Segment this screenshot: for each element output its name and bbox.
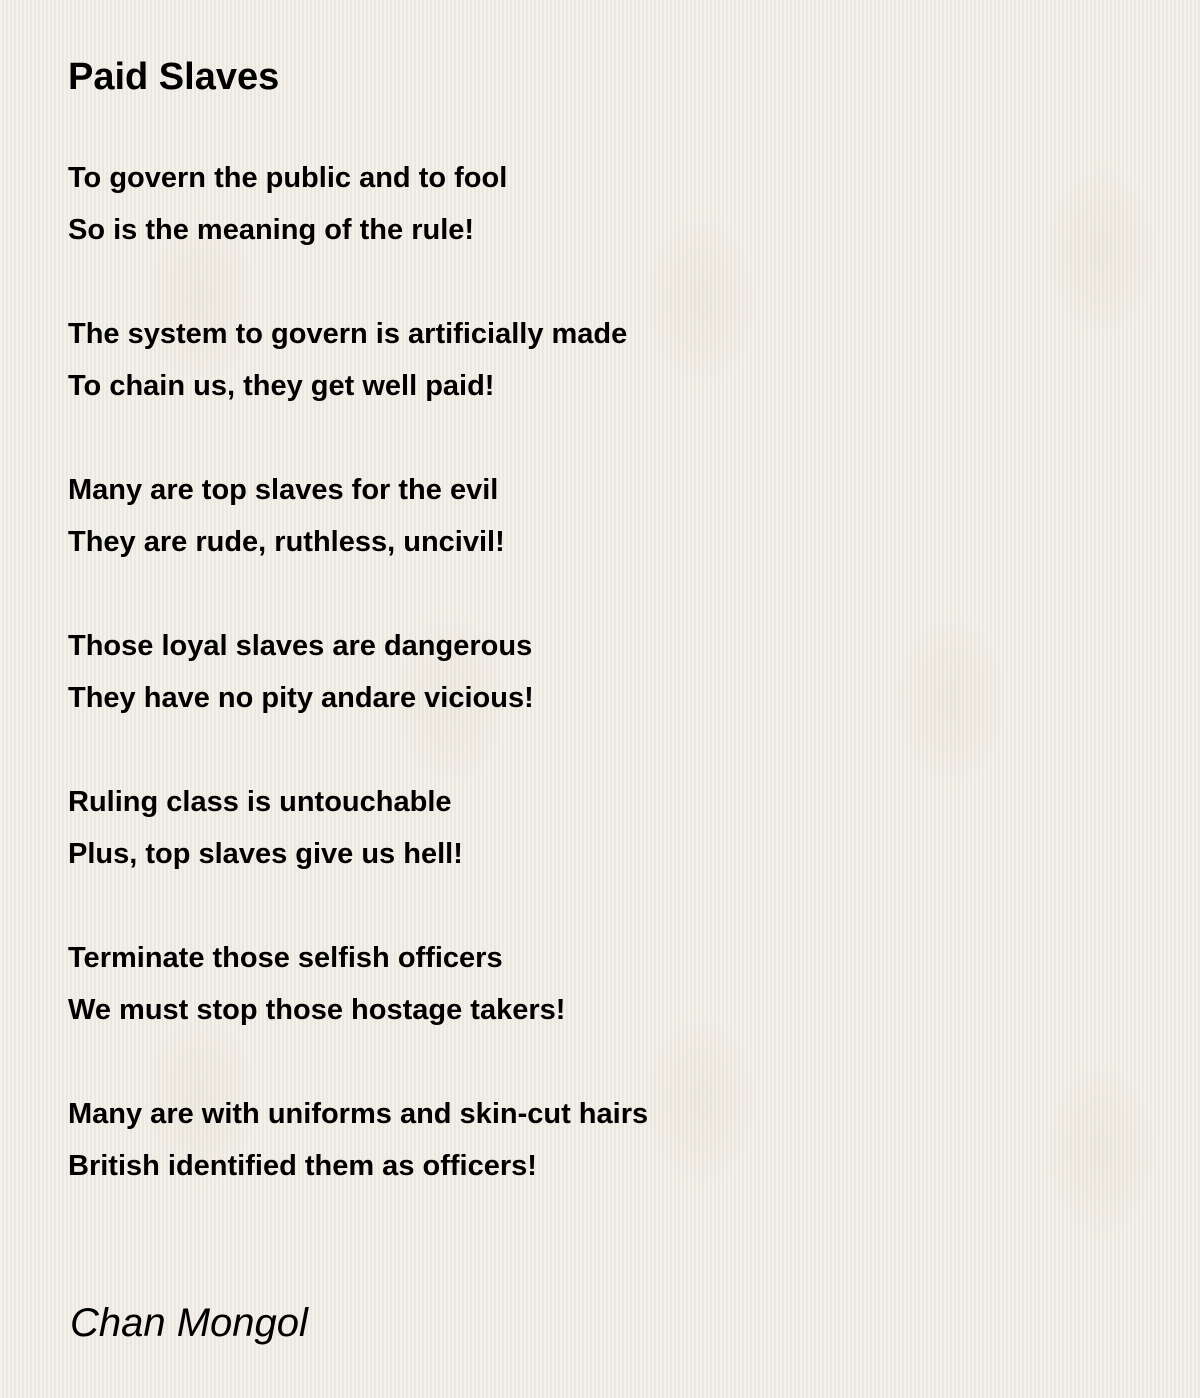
stanza (68, 1088, 648, 1192)
stanza (68, 776, 648, 880)
poem-body (68, 152, 648, 1244)
stanza (68, 152, 648, 256)
stanza (68, 464, 648, 568)
poem-line: Many are with uniforms and skin-cut hairs (68, 1098, 649, 1130)
poem-line: British identified them as officers! (68, 1150, 537, 1182)
stanza (68, 308, 648, 412)
poem-line: The system to govern is artificially made (68, 318, 628, 350)
poem-author: Chan Mongol (70, 1301, 308, 1345)
stanza (68, 620, 648, 724)
poem-line: So is the meaning of the rule! (68, 214, 475, 246)
poem-line: To govern the public and to fool (68, 162, 508, 194)
poem-line: To chain us, they get well paid! (68, 370, 495, 402)
poem-title: Paid Slaves (68, 56, 280, 98)
poem-line: We must stop those hostage takers! (68, 994, 566, 1026)
poem-line: Terminate those selfish officers (68, 942, 503, 974)
poem-line: They have no pity andare vicious! (68, 682, 534, 714)
poem-line: Plus, top slaves give us hell! (68, 838, 463, 870)
stanza (68, 932, 648, 1036)
poem-line: Many are top slaves for the evil (68, 474, 499, 506)
poem-line: They are rude, ruthless, uncivil! (68, 526, 505, 558)
poem-line: Those loyal slaves are dangerous (68, 630, 533, 662)
poem-line: Ruling class is untouchable (68, 786, 452, 818)
